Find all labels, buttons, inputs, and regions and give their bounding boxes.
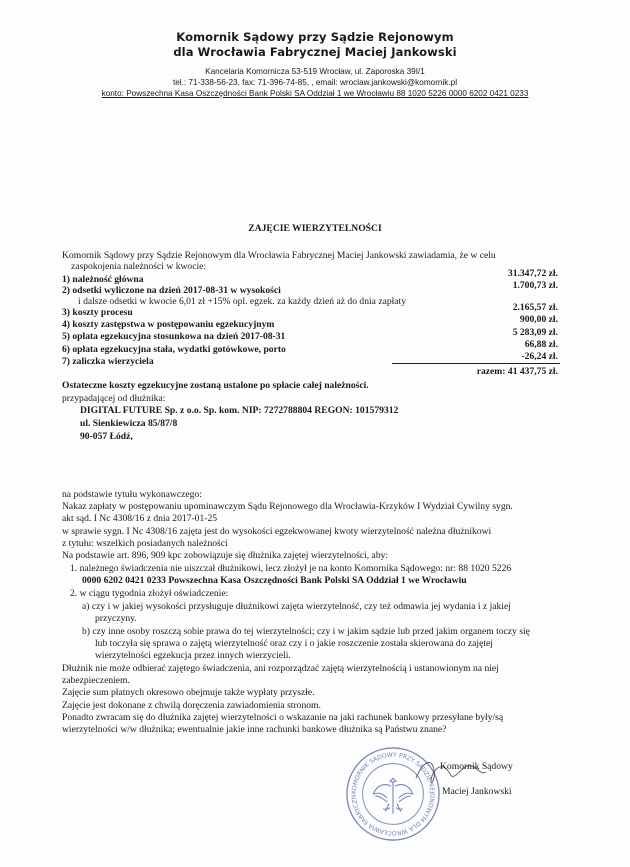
claim-label: 1) należność główna (62, 274, 144, 285)
seal-ring-text: KOMORNIK SĄDOWY PRZY SĄDZIE REJONOWYM DLA WROCŁAWIA FABRYCZN (350, 751, 436, 837)
body-line: Zajęcie sum płatnych okresowo obejmuje także wypłaty przyszłe. (62, 687, 315, 698)
body-line: akt sąd. I Nc 4308/16 z dnia 2017-01-25 (62, 513, 218, 524)
claim-amount: -26,24 zł. (521, 351, 558, 362)
body-line: zabezpieczeniem. (62, 675, 130, 686)
body-line: Zajęcie jest dokonane z chwilą doręczenia zawiadomienia stronom. (62, 700, 321, 711)
bailiff-title-line2: dla Wrocławia Fabrycznej Maciej Jankowski (173, 45, 457, 59)
claim-label: 4) koszty zastępstwa w postępowaniu egzekucyjnym (62, 319, 275, 330)
body-line: Nakaz zapłaty w postępowaniu upominawczym Sądu Rejonowego dla Wrocławia-Krzyków I Wydział Cywilny sygn. (62, 501, 513, 512)
claim-amount: 31.347,72 zł. (507, 268, 558, 279)
claim-label: 3) koszty procesu (62, 307, 133, 318)
document-title: ZAJĘCIE WIERZYTELNOŚCI (248, 223, 382, 234)
claim-amount: 1.700,73 zł. (512, 280, 558, 291)
claim-label: 7) zaliczka wierzyciela (62, 356, 154, 367)
debtor-city: 90-057 Łódź, (80, 431, 133, 442)
body-line: na podstawie tytułu wykonawczego: (62, 489, 202, 500)
claim-label: 6) opłata egzekucyjna stała, wydatki gotówkowe, porto (62, 344, 286, 355)
claim-amount: 900,00 zł. (519, 314, 558, 325)
body-line: wierzytelności w/w dłużnika; ewentualnie jakie inne rachunki bankowe dłużnika są Państwu znane? (62, 724, 447, 735)
office-address: Kancelaria Komornicza 53-519 Wrocław, ul. Zaporoska 39I/1 (205, 67, 425, 76)
claim-label: 2) odsetki wyliczone na dzień 2017-08-31 w wysokości (62, 285, 281, 296)
body-line: 1. należnego świadczenia nie uiszczał dłużnikowi, lecz złożył je na konto Komornika Sądowego: nr: 88 1020 5226 (70, 563, 512, 574)
intro-text-line1: Komornik Sądowy przy Sądzie Rejonowym dla Wrocławia Fabrycznej Maciej Jankowski zawiadamia, że w celu (62, 250, 496, 261)
interest-note: i dalsze odsetki w kwocie 6,01 zł +15% opl. egzek. za każdy dzień aż do dnia zapłaty (78, 296, 407, 307)
claim-amount: 5 283,09 zł. (512, 327, 558, 338)
total-rule (392, 363, 560, 364)
body-line: w sprawie sygn. I Nc 4308/16 zajęta jest do wysokości egzekwowanej kwoty wierzytelność należna dłużnikowi (62, 526, 492, 537)
body-line: 0000 6202 0421 0233 Powszechna Kasa Oszczędności Bank Polski SA Oddział 1 we Wrocławiu (82, 575, 467, 586)
final-costs-note: Ostateczne koszty egzekucyjne zostaną ustalone po spłacie całej należności. (62, 380, 369, 391)
body-line: lub toczyła się sprawa o zajętą wierzytelność oraz czy i o jakie roszczenie została skierowana do zajętej (95, 638, 493, 649)
body-line: Ponadto zwracam się do dłużnika zajętej wierzytelności o wskazanie na jaki rachunek bankowy przesyłane były/są (62, 712, 504, 723)
signature-title: Komornik Sądowy (440, 761, 513, 772)
body-line: b) czy inne osoby roszczą sobie prawa do tej wierzytelności; czy i w jakim sądzie lub przed jakim organem toczy się (82, 626, 530, 637)
body-line: Dłużnik nie może odbierać zajętego świadczenia, ani rozporządzać zajętą wierzytelnością i ustanowionym na niej (62, 663, 499, 674)
signature-name: Maciej Jankowski (442, 786, 512, 797)
debtor-name: DIGITAL FUTURE Sp. z o.o. Sp. kom. NIP: 7272788804 REGON: 101579312 (80, 405, 399, 416)
intro-text-line2: zaspokojenia należności w kwocie: (71, 261, 207, 272)
debtor-intro: przypadającej od dłużnika: (62, 393, 166, 404)
body-line: wierzytelności egzekucja przez innych wierzycieli. (95, 650, 291, 661)
claim-amount: 66,88 zł. (524, 339, 558, 350)
body-line: Na podstawie art. 896, 909 kpc zobowiązuje się dłużnika zajętej wierzytelności, aby: (62, 550, 389, 561)
total-amount: razem: 41 437,75 zł. (476, 366, 558, 377)
body-line: a) czy i w jakiej wysokości przysługuje dłużnikowi zajęta wierzytelność, czy też odmawia jej wydania i z jakiej (82, 601, 511, 612)
claim-amount: 2.165,57 zł. (512, 302, 558, 313)
body-line: 2. w ciągu tygodnia złożył oświadczenie: (70, 588, 229, 599)
body-line: przyczyny. (95, 613, 137, 624)
contact-line: tel.: 71-338-56-23, fax: 71-396-74-85, , email: wroclaw.jankowski@komornik.pl (172, 78, 458, 87)
eagle-emblem-icon (373, 778, 412, 813)
debtor-street: ul. Sienkiewicza 85/87/8 (80, 418, 178, 429)
claim-label: 5) opłata egzekucyjna stosunkowa na dzień 2017-08-31 (62, 331, 286, 342)
body-line: z tytułu: wszelkich posiadanych należności (62, 538, 228, 549)
handwritten-signature (410, 748, 510, 798)
bailiff-title-line1: Komornik Sądowy przy Sądzie Rejonowym (176, 30, 454, 44)
bank-account-line: konto: Powszechna Kasa Oszczędności Bank Polski SA Oddział 1 we Wrocławiu 88 1020 5226 0000 6202 0421 0233 (101, 89, 529, 98)
